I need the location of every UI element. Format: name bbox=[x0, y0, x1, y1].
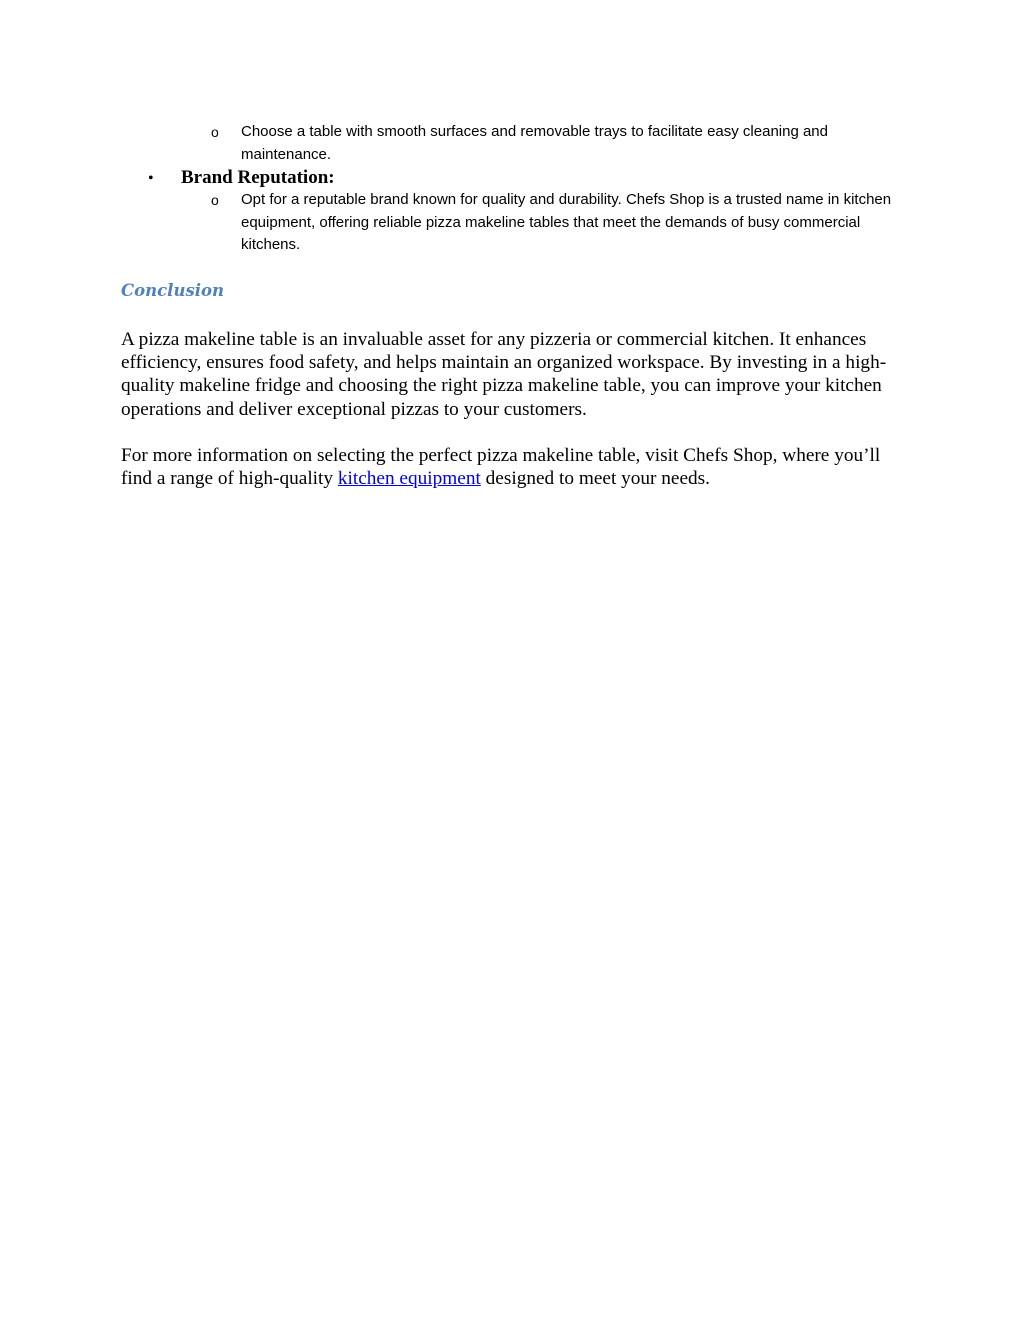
brand-reputation-text: Opt for a reputable brand known for quality and durability. Chefs Shop is a trusted name in kitchen equipment, offering reliable pizza makeline tables that meet the demands of busy commercial kitchens. bbox=[241, 191, 892, 253]
conclusion-heading: Conclusion bbox=[121, 281, 225, 300]
bullet-marker: • bbox=[148, 170, 154, 187]
conclusion-paragraph: A pizza makeline table is an invaluable asset for any pizzeria or commercial kitchen. It enhances efficiency, ensures food safety, and helps maintain an organized workspace. By investing in a high-quality makeline fridge and choosing the right pizza makeline table, you can improve your kitchen operations and deliver exceptional pizzas to your customers. bbox=[121, 329, 887, 420]
more-info-paragraph bbox=[121, 444, 911, 490]
brand-reputation-heading: Brand Reputation: bbox=[181, 167, 335, 188]
sub-bullet-marker: o bbox=[211, 192, 219, 208]
kitchen-equipment-link[interactable]: kitchen equipment bbox=[337, 468, 481, 490]
cleaning-tip-text: Choose a table with smooth surfaces and removable trays to facilitate easy cleaning and maintenance. bbox=[241, 123, 828, 163]
more-info-text: For more information on selecting the perfect pizza makeline table, visit Chefs Shop, where you’ll find a range of high-quality bbox=[121, 445, 881, 490]
more-info-text-end: designed to meet your needs. bbox=[480, 468, 711, 490]
sub-bullet-marker: o bbox=[211, 124, 219, 140]
